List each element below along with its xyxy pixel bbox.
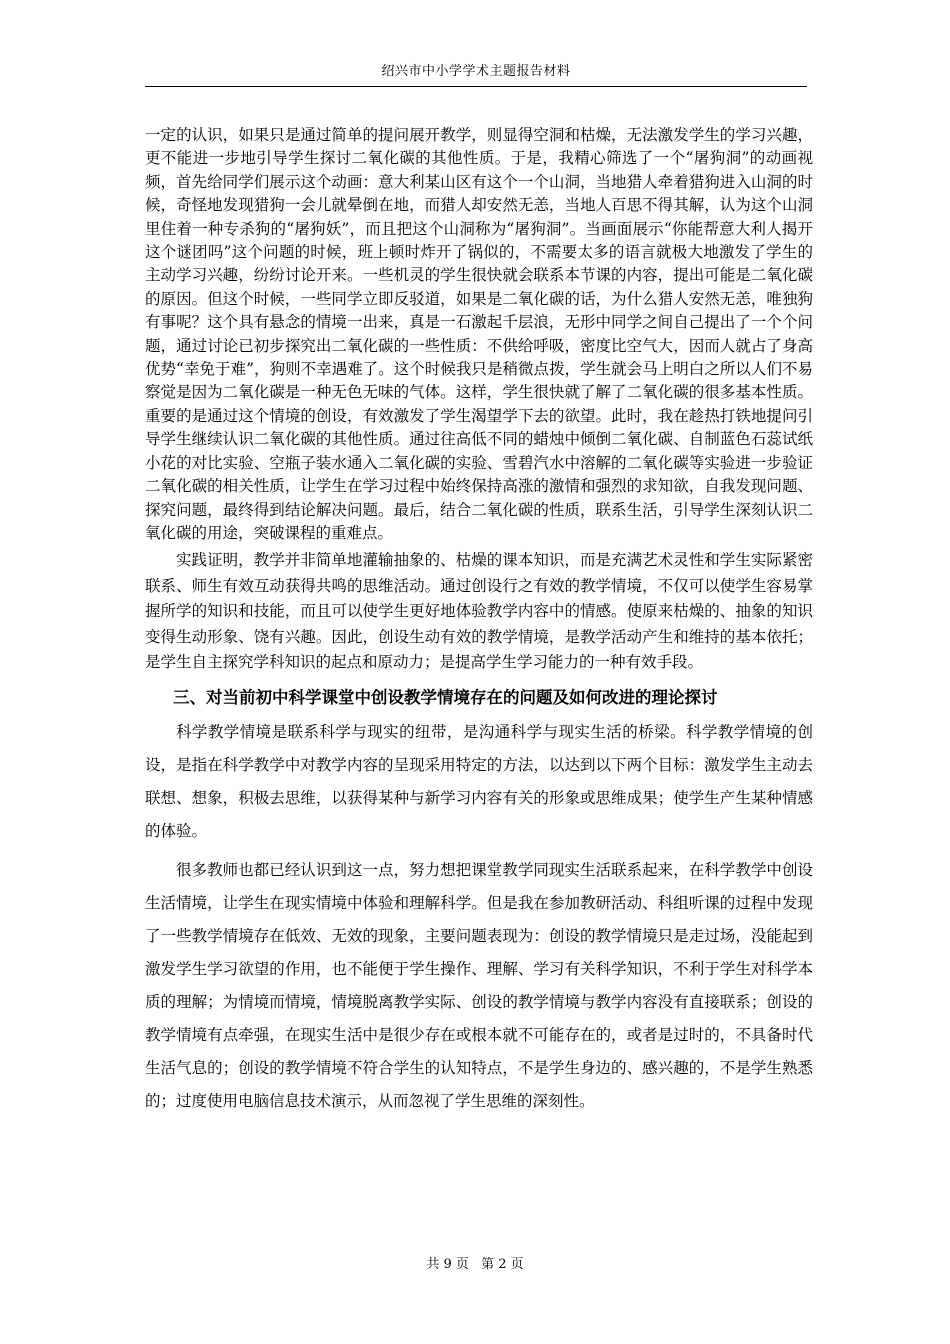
document-body [145,124,813,1118]
body-paragraph-4: 很多教师也都已经认识到这一点，努力想把课堂教学同现实生活联系起来，在科学教学中创设生活情境，让学生在现实情境中体验和理解科学。但是我在参加教研活动、科组听课的过程中发现了一些教学情境存在低效、无效的现象，主要问题表现为：创设的教学情境只是走过场，没能起到激发学生学习欲望的作用，也不能便于学生操作、理解、学习有关科学知识，不利于学生对科学本质的理解；为情境而情境，情境脱离教学实际、创设的教学情境与教学内容没有直接联系；创设的教学情境有点牵强，在现实生活中是很少存在或根本就不可能存在的，或者是过时的，不具备时代生活气息的；创设的教学情境不符合学生的认知特点，不是学生身边的、感兴趣的，不是学生熟悉的；过度使用电脑信息技术演示，从而忽视了学生思维的深刻性。 [145,860,813,1110]
body-paragraph-2: 实践证明，教学并非简单地灌输抽象的、枯燥的课本知识，而是充满艺术灵性和学生实际紧密联系、师生有效互动获得共鸣的思维活动。通过创设行之有效的教学情境，不仅可以使学生容易掌握所学的知识和技能，而且可以使学生更好地体验教学内容中的情感。使原来枯燥的、抽象的知识变得生动形象、饶有兴趣。因此，创设生动有效的教学情境，是教学活动产生和维持的基本依托；是学生自主探究学科知识的起点和原动力；是提高学生学习能力的一种有效手段。 [145,551,813,672]
body-paragraph-1: 一定的认识，如果只是通过简单的提问展开教学，则显得空洞和枯燥，无法激发学生的学习兴趣，更不能进一步地引导学生探讨二氧化碳的其他性质。于是，我精心筛选了一个“屠狗洞”的动画视频，首先给同学们展示这个动画：意大利某山区有这个一个山洞，当地猎人牵着猎狗进入山洞的时候，奇怪地发现猎狗一会儿就晕倒在地，而猎人却安然无恙，当地人百思不得其解，认为这个山洞里住着一种专杀狗的“屠狗妖”，而且把这个山洞称为“屠狗洞”。当画面展示“你能帮意大利人揭开这个谜团吗”这个问题的时候，班上顿时炸开了锅似的，不需要太多的语言就极大地激发了学生的主动学习兴趣，纷纷讨论开来。一些机灵的学生很快就会联系本节课的内容，提出可能是二氧化碳的原因。但这个时候，一些同学立即反驳道，如果是二氧化碳的话，为什么猎人安然无恙，唯独狗有事呢？这个具有悬念的情境一出来，真是一石激起千层浪，无形中同学之间自己提出了一个个问题，通过讨论已初步探究出二氧化碳的一些性质：不供给呼吸，密度比空气大，因而人就占了身高优势“幸免于难”，狗则不幸遇难了。这个时候我只是稍微点拨，学生就会马上明白之所以人们不易察觉是因为二氧化碳是一种无色无味的气体。这样，学生很快就了解了二氧化碳的很多基本性质。重要的是通过这个情境的创设，有效激发了学生渴望学下去的欲望。此时，我在趁热打铁地提问引导学生继续认识二氧化碳的其他性质。通过往高低不同的蜡烛中倾倒二氧化碳、自制蓝色石蕊试纸小花的对比实验、空瓶子装水通入二氧化碳的实验、雪碧汽水中溶解的二氧化碳等实验进一步验证二氧化碳的相关性质，让学生在学习过程中始终保持高涨的激情和强烈的求知欲，自我发现问题、探究问题，最终得到结论解决问题。最后，结合二氧化碳的性质，联系生活，引导学生深刻认识二氧化碳的用途，突破课程的重难点。 [145,126,813,542]
header-title: 绍兴市中小学学术主题报告材料 [381,64,571,79]
page-header [145,62,807,87]
total-pages: 共 9 页 [426,1257,469,1272]
section-heading: 三、对当前初中科学课堂中创设教学情境存在的问题及如何改进的理论探讨 [173,687,718,707]
body-paragraph-3: 科学教学情境是联系科学与现实的纽带，是沟通科学与现实生活的桥梁。科学教学情境的创设，是指在科学教学中对教学内容的呈现采用特定的方法，以达到以下两个目标：激发学生主动去联想、想象，积极去思维，以获得某种与新学习内容有关的形象或思维成果；使学生产生某种情感的体验。 [145,722,813,840]
current-page: 第 2 页 [481,1257,524,1272]
page-footer [0,1255,950,1275]
